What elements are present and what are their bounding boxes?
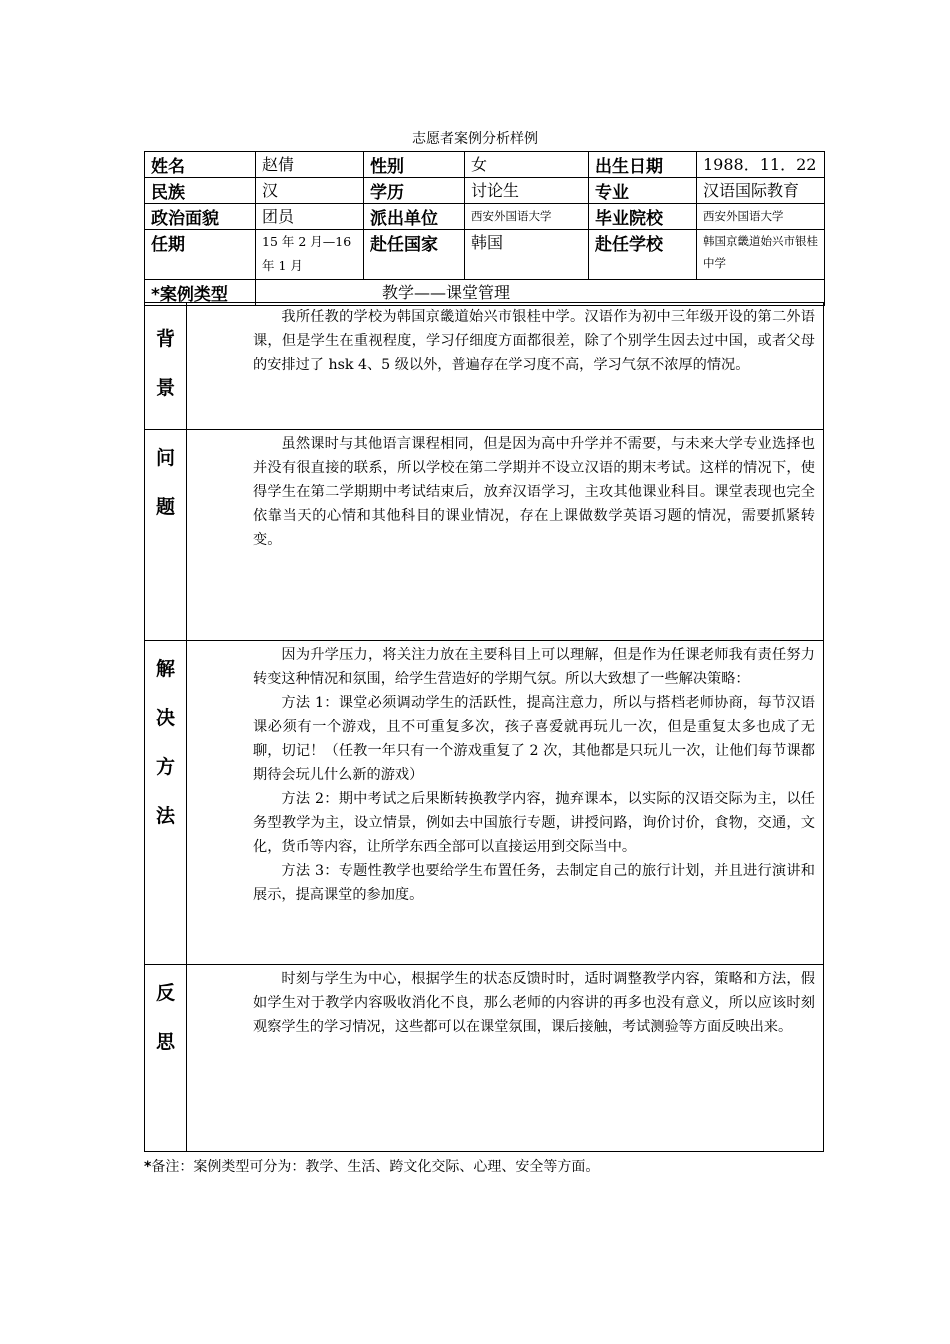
case-type-label: *案例类型 [145, 280, 256, 306]
host-school-label: 赴任学校 [589, 230, 697, 280]
section-problem-text-paragraph: 虽然课时与其他语言课程相同，但是因为高中升学并不需要，与未来大学专业选择也并没有很直接的联系，所以学校在第二学期并不设立汉语的期末考试。这样的情况下，使得学生在第二学期期中考试结束后，放弃汉语学习，主攻其他课业科目。课堂表现也完全依靠当天的心情和其他科目的课业情况，存在上课做数学英语习题的情况，需要抓紧转变。 [253, 436, 815, 548]
birth-value: 1988．11．22 [697, 152, 825, 178]
section-reflection-text-paragraph: 时刻与学生为中心，根据学生的状态反馈时时，适时调整教学内容，策略和方法，假如学生对于教学内容吸收消化不良，那么老师的内容讲的再多也没有意义，所以应该时刻观察学生的学习情况，这些都可以在课堂氛围，课后接触，考试测验等方面反映出来。 [253, 971, 815, 1035]
section-reflection-text [253, 967, 815, 1039]
term-label: 任期 [145, 230, 256, 280]
section-solution-text-paragraph: 因为升学压力，将关注力放在主要科目上可以理解，但是作为任课老师我有责任努力转变这种情况和氛围，给学生营造好的学期气氛。所以大致想了一些解决策略： [253, 647, 815, 687]
major-label: 专业 [589, 178, 697, 204]
section-solution-text-paragraph: 方法 1：课堂必须调动学生的活跃性，提高注意力，所以与搭档老师协商，每节汉语课必须有一个游戏，且不可重复多次，孩子喜爱就再玩儿一次，但是重复太多也成了无聊，切记！（任教一年只有一个游戏重复了 2 次，其他都是只玩儿一次，让他们每节课都期待会玩儿什么新的游戏） [253, 695, 815, 783]
section-problem-text [253, 432, 815, 552]
graduate-school-label: 毕业院校 [589, 204, 697, 230]
gender-value: 女 [465, 152, 589, 178]
section-solution-text-paragraph: 方法 3：专题性教学也要给学生布置任务，去制定自己的旅行计划，并且进行演讲和展示，提高课堂的参加度。 [253, 863, 815, 903]
info-row-1 [145, 152, 825, 178]
term-value: 15 年 2 月—16 年 1 月 [256, 230, 364, 280]
footnote-star: * [144, 1159, 152, 1175]
dispatch-label: 派出单位 [364, 204, 465, 230]
section-reflection-label: 反 思 [145, 965, 187, 1151]
dispatch-value: 西安外国语大学 [465, 204, 589, 230]
graduate-school-value: 西安外国语大学 [697, 204, 825, 230]
section-background-label: 背 景 [145, 303, 187, 429]
footnote-text: 备注：案例类型可分为：教学、生活、跨文化交际、心理、安全等方面。 [151, 1159, 600, 1175]
info-row-4 [145, 230, 825, 280]
host-school-value: 韩国京畿道始兴市银桂中学 [697, 230, 825, 280]
case-type-value: 教学——课堂管理 [256, 280, 825, 306]
gender-label: 性别 [364, 152, 465, 178]
section-background [144, 302, 824, 430]
political-value: 团员 [256, 204, 364, 230]
major-value: 汉语国际教育 [697, 178, 825, 204]
section-reflection [144, 964, 824, 1152]
section-problem-label: 问 题 [145, 430, 187, 640]
info-row-3 [145, 204, 825, 230]
education-value: 讨论生 [465, 178, 589, 204]
section-problem [144, 429, 824, 641]
section-background-text-paragraph: 我所任教的学校为韩国京畿道始兴市银桂中学。汉语作为初中三年级开设的第二外语课，但是学生在重视程度，学习仔细度方面都很差，除了个别学生因去过中国，或者父母的安排过了 hsk 4、5 级以外，普遍存在学习度不高，学习气氛不浓厚的情况。 [253, 309, 815, 373]
document-title: 志愿者案例分析样例 [412, 131, 538, 147]
name-value: 赵倩 [256, 152, 364, 178]
country-label: 赴任国家 [364, 230, 465, 280]
footnote [144, 1156, 599, 1176]
section-solution-text-paragraph: 方法 2：期中考试之后果断转换教学内容，抛弃课本，以实际的汉语交际为主，以任务型教学为主，设立情景，例如去中国旅行专题，讲授问路，询价讨价，食物，交通，文化，货币等内容，让所学东西全部可以直接运用到交际当中。 [253, 791, 815, 855]
country-value: 韩国 [465, 230, 589, 280]
political-label: 政治面貌 [145, 204, 256, 230]
ethnic-label: 民族 [145, 178, 256, 204]
section-solution-text [253, 643, 815, 907]
section-solution-label: 解 决 方 法 [145, 641, 187, 964]
section-background-text [253, 305, 815, 377]
section-solution [144, 640, 824, 965]
info-row-2 [145, 178, 825, 204]
name-label: 姓名 [145, 152, 256, 178]
ethnic-value: 汉 [256, 178, 364, 204]
info-table [144, 151, 825, 306]
education-label: 学历 [364, 178, 465, 204]
birth-label: 出生日期 [589, 152, 697, 178]
